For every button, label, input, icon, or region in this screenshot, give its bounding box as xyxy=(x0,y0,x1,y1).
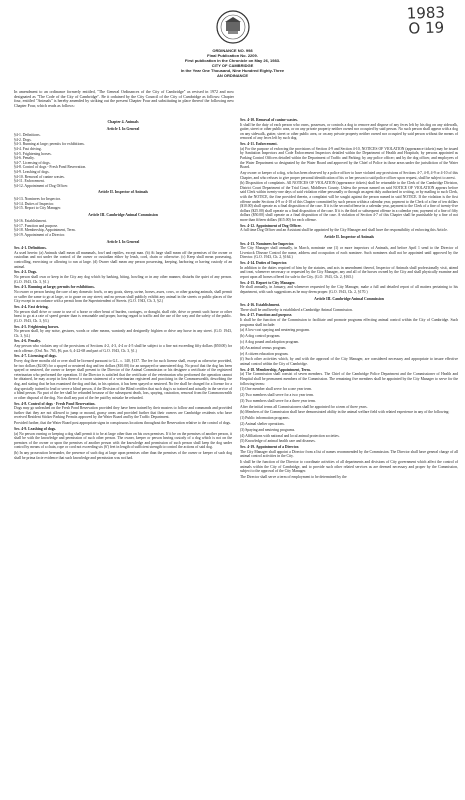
left-column-section-heading: Sec. 4-3. Running at large; permits for exhibitions. xyxy=(14,285,95,290)
right-column-paragraph: (d) An animal census program. xyxy=(240,345,287,350)
left-column-toc-entry: §4-14. Duties of Inspector. xyxy=(14,201,55,206)
right-column-article-heading: Article II. Inspector of Animals xyxy=(323,235,375,239)
right-column-paragraph: (2) Two members shall serve for a two year term. xyxy=(240,393,315,398)
left-column-paragraph: Provided further, that the Water Board post appropriate signs in conspicuous locations throughout the Reservation relative to the control of dogs. xyxy=(14,421,231,426)
right-column-section-heading: Sec. 4-18. Membership, Appointment, Term. xyxy=(240,367,311,372)
right-column-paragraph: Any owner or keeper of a dog, who has been observed by a police officer to have violated any provisions of Sections 4-7, 4-8, 4-9 or 4-10 of this Chapter, and who refuses to give proper personal identification of his or her person to said police officer upon request, shall be subject to arrest. xyxy=(240,170,458,180)
left-column-toc-entry: §4-15. Report to City Manager. xyxy=(14,206,62,211)
left-column-section-heading: Sec. 4-5. Frightening horses. xyxy=(14,324,60,329)
year-line: In the Year One Thousand, Nine Hundred Eighty-Three xyxy=(180,68,285,73)
right-column-paragraph: The Director shall serve a term of employment to be determined by the xyxy=(240,475,347,480)
right-column-section-heading: Sec. 4-16. Establishment. xyxy=(240,303,280,308)
city-seal-icon xyxy=(216,10,250,44)
left-column-paragraph: Dogs may go unleashed on the Fresh Pond Reservation provided they have been trained by their masters to follow and commands and provided further that they are not allowed to jump or mound, grassy areas and provided further that their owners are Cambridge residents who have received Resident Sticker Parking Permits approved by the Water Board and by the Traffic Department. xyxy=(14,406,232,420)
right-column-paragraph: (b) Disposition of complaints. All NOTICES OF VIOLATION (appearance tickets) shall be returnable to the Clerk of the Cambridge Division, District Court Department of the Trial Court, Middlesex County. Unless the person named on said NOTICE OF VIOLATION appears before said Clerk within twenty-one days of said violation either personally or through an agent duly authorized in writing, or by mailing to such Clerk, with the NOTICE, the fine provided therein, a complaint will be sought against the person named in said NOTICE. If the violation is the first offense under Sections 4-9 or 4-10 of this Chapter committed by such person within a calendar year, payment to the Clerk of a fine of ten dollars ($10.00) shall operate as a final disposition of the case. If it is the second offense in a calendar year, payment to the Clerk of a fine of twenty-five dollars ($25.00) shall operate as a final disposition of the case. If it is the third or subsequent offense in a calendar year, payment of a fine of fifty dollars ($50.00) shall operate as a final disposition of the case. A violation of Section 4-7 of this Chapter shall be punishable by a fine of not more than fifteen dollars ($15.00) for each offense. xyxy=(240,181,458,223)
left-column-paragraph: No person shall, by any noise, gestures, words or other means, wantonly and designedly frighten or drive any horse in any street. (G.O. 1943, Ch. 3, §4.) xyxy=(14,329,232,338)
left-column-toc-entry: §4-5. Frightening horses. xyxy=(14,151,52,156)
right-column-paragraph: In addition to the duties required of him by the statutes, and acts in amendment thereof, Inspector of Animals shall professionally visit, attend and treat, whenever necessary or requested by the City Manager, any and all of the horses owned by the City and shall physically examine and report upon all horses offered for sale to the City. (G.O. 1943, Ch. 2, §165.) xyxy=(240,265,458,279)
left-column-paragraph: (a) No person owning or keeping a dog shall permit it to be at large other than on his own premises. If it be on the premises of another person, it shall be with the knowledge and permission of such other person. The owner, keeper or person having custody of a dog which is not on the premises of the owner or upon the premises of another person with the knowledge and permission of such person shall keep the dog under control by means of a chain, rope or cord not exceeding six (6') feet in length of sufficient strength to control the actions of said dog. xyxy=(14,431,232,450)
left-column-section-heading: Sec. 4-9. Leashing of dogs. xyxy=(14,426,56,431)
left-column-section-heading: Sec. 4-2. Dogs. xyxy=(14,270,38,275)
left-column-toc-entry: §4-9. Leashing of dogs. xyxy=(14,169,50,174)
right-column-paragraph: (1) Public information programs. xyxy=(240,416,290,421)
left-column-article-heading: Article I. In General xyxy=(106,239,140,244)
right-column-paragraph: After the initial terms all Commissioners shall be appointed for a term of three years. xyxy=(240,404,368,409)
right-column-paragraph: (3) Spaying and neutering programs. xyxy=(240,427,296,432)
right-column-paragraph: He shall annually, in January, and whenever requested by the City Manager, make a full and detailed report of all matters pertaining to his department, with such suggestions as he may deem proper. (G.O. 1943, Ch. 2, §170.) xyxy=(240,285,458,294)
right-column-paragraph: (c) A dog pound and adoption program. xyxy=(240,340,300,344)
left-column-section-heading: Sec. 4-8. Control of dogs - Fresh Pond Reservation. xyxy=(14,401,96,406)
publication-number: Final Publication No. 2209. xyxy=(207,53,258,58)
left-column-toc-entry: §4-8. Control of dogs - Fresh Pond Reservation. xyxy=(14,165,87,170)
right-column-paragraph: (f) Such other activities which, by and with the approval of the City Manager, are considered necessary and appropriate to insure effective animal control within the City of Cambridge. xyxy=(240,357,458,366)
right-column-paragraph: (3) Two members shall serve for a three year term. xyxy=(240,398,316,403)
right-column xyxy=(240,118,458,790)
right-column-paragraph: (4) Affiliations with national and local animal protection societies. xyxy=(240,433,340,438)
left-column-toc-entry: §4-11. Enforcement. xyxy=(14,179,45,184)
handwritten-year: 1983 xyxy=(406,3,446,23)
right-column-section-heading: Sec. 4-11. Enforcement. xyxy=(240,142,278,147)
right-column-paragraph: The City Manager shall annually, in March, nominate one (1) or more inspectors of Animals, and before April 1 send to the Director of Livestock Disease Control the name, address and occupation of each nominee. Such nominees shall not be appointed until approved by the Director. (G.O. 1943, Ch. 2, §164.) xyxy=(240,246,458,260)
left-column-toc-entry: §4-13. Nominees for Inspector. xyxy=(14,196,61,201)
left-column-toc-entry: §4-16. Establishment. xyxy=(14,219,47,224)
right-column-paragraph: It shall be the function of the Director to coordinate activities of all departments and divisions of City government which affect the control of animals within the City of Cambridge, and to provide such other related services as are deemed necessary and proper by the Commission, subject to the approval of the City Manager. xyxy=(240,460,458,474)
right-column-paragraph: A full time Dog Officer and an Assistant shall be appointed by the City Manager and shall have the responsibility of enforcing this Article. xyxy=(240,228,448,233)
left-column-article-heading: Article II. Inspector of Animals xyxy=(97,190,149,195)
intro-paragraph: In amendment to an ordinance formerly entitled, "The General Ordinances of the City of Cambridge" as revised in 1972 and now designated as "The Code of the City of Cambridge". Be it ordained by the City Council of the City of Cambridge as follows: Chapter four, entitled "Animals" is hereby amended by striking out the present Chapter Four and substituting in place thereof the following new Chapter Four, which reads as follows: xyxy=(14,89,234,108)
right-column-paragraph: It shall be the function of the Commission to facilitate and promote programs effecting animal control within the City of Cambridge. Such programs shall include: xyxy=(240,318,458,327)
right-column-section-heading: Sec. 4-12. Appointment of Dog Officer. xyxy=(240,223,302,228)
right-column-section-heading: Sec. 4-13. Nominees for Inspector. xyxy=(240,241,295,246)
city-name: CITY OF CAMBRIDGE xyxy=(211,63,254,68)
left-column-paragraph: No owner or person having the care of any domestic fowls, or any goats, sheep, swine, horses, asses, cows, or other grazing animals, shall permit or suffer the same to go at large, or to graze on any street; and no person shall publicly exhibit any animal in the streets or public places of the City except in accordance with a permit from the Superintendent of Streets. (G.O. 1943, Ch. 3, §2.) xyxy=(14,289,232,304)
right-column-section-heading: Sec. 4-10. Removal of canine wastes. xyxy=(240,118,298,122)
left-column-paragraph: Any person who violates any of the provisions of Sections 4-2, 4-3, 4-4 or 4-5 shall be subject to a fine not exceeding fifty dollars ($50.00) for each offense. (Ord. No. 765, §6, par. 6, 4-22-68 and part of G.O. 1943, Ch. 3, §1.) xyxy=(14,344,232,353)
left-column-paragraph: No person shall own or keep in the City any dog which by barking, biting, howling or in any other manner, disturbs the quiet of any person. (G.O. 1943, Ch. 3, §1.) xyxy=(14,275,232,284)
right-column-paragraph: (2) Animal shelter operations. xyxy=(240,421,285,426)
left-column-toc-entry: §4-4. Fast driving. xyxy=(14,146,42,151)
left-column-toc-entry: §4-19. Appointment of a Director. xyxy=(14,233,66,238)
ordinance-title: AN ORDINANCE xyxy=(216,73,249,78)
right-column-paragraph: There shall be and hereby is established a Cambridge Animal Commission. xyxy=(240,307,353,312)
left-column xyxy=(14,118,232,790)
left-column-article-heading: Article I. In General xyxy=(106,126,140,131)
left-column-toc-entry: §4-2. Dogs. xyxy=(14,137,32,142)
right-column-paragraph: The City Manager shall appoint a Director from a list of names recommended by the Commission. The Director shall have general charge of all animal control activities in the City. xyxy=(240,449,458,459)
left-column-paragraph: Every dog three months old or over shall be licensed pursuant to G.L. c. 140, §137. The fee for such license shall, except as otherwise provided, be two dollars ($2.00) for a spayed or neutered dog and ten dollars ($10.00) for an unspayed or unneutered dog. No proof that the dog has been spayed or neutered, the owner or keeper shall present to the Director of the Animal Commission or his designee a certificate of the registered veterinarian who performed the operation. If the Director is satisfied that the certificate of the veterinarian who performed the operation cannot be obtained, he may accept in lieu thereof a sworn statement of a veterinarian registered and practicing in the Commonwealth, describing the dog, and stating that he has examined the dog and that, in his opinion, it has been spayed or neutered. No fee shall be charged for a license for a dog specially trained to lead or serve a blind person, if the Division of the Blind certifies that such dog is so trained and actually in the service of a blind person. No part of the fee shall be refunded because of the subsequent death, loss, spaying, castration, removal from the Commonwealth or other disposal of the dog. Nor shall any part of the fee paid by mistake be refunded. xyxy=(14,359,232,400)
right-column-paragraph: (b) A dog control program. xyxy=(240,334,281,339)
left-column-section-heading: Sec. 4-7. Licensing of dogs. xyxy=(14,354,57,359)
right-column-paragraph: (a) For the purpose of enforcing the provisions of Section 4-9 and Section 4-10, NOTICES OF VIOLATION (appearance tickets) may be issued by Sanitation Inspectors and Code Enforcement Inspectors detailed within the Department of Health and Hospitals; by persons appointed as Parking Control Officers detailed within the Department of Traffic and Parking; by any police officer; and by the dog officer, and employees of the Water Department so designated by the Water Board and approved by the Chief of Police in those areas under the jurisdiction of the Water Board. xyxy=(240,146,458,170)
left-column-toc-entry: §4-18. Membership, Appointment, Term. xyxy=(14,228,76,233)
right-column-section-heading: Sec. 4-14. Duties of Inspector. xyxy=(240,261,288,266)
right-column-paragraph: (e) A citizen education program. xyxy=(240,351,289,356)
right-column-paragraph: (5) Knowledge of animal health care and diseases. xyxy=(240,439,316,444)
ordinance-header xyxy=(0,48,465,78)
right-column-section-heading: Sec. 4-19. Appointment of a Director. xyxy=(240,445,299,450)
left-column-section-heading: Sec. 4-6. Penalty. xyxy=(14,339,41,344)
left-column-toc-entry: §4-1. Definitions. xyxy=(14,133,41,138)
right-column-article-heading: Article III. Cambridge Animal Commission xyxy=(314,296,384,301)
right-column-section-heading: Sec. 4-15. Report to City Manager. xyxy=(240,280,296,285)
left-column-paragraph: As used herein: (a) Animals shall mean all mammals, fowl and reptiles, except man. (b) At large shall mean off the premises of the owner or custodian and not under the control of the owner or custodian either by leash, cord, chain or otherwise. (c) Keep shall mean possessing, controlling, exercising or allowing to run at large. (d) Owner shall mean any person possessing, keeping, harboring or having custody of an animal. xyxy=(14,250,232,269)
right-column-paragraph: (a) The Commission shall consist of seven members. The Chief of the Cambridge Police Department and the Commissioner of Health and Hospital shall be permanent members of the Commission. The remaining five members shall be appointed by the City Manager to serve for the following terms: xyxy=(240,372,458,386)
left-column-toc-entry: §4-12. Appointment of Dog Officer. xyxy=(14,183,69,188)
left-column-paragraph: No person shall drive or cause to use of a horse or other beast of burden, carriages, or draught, shall ride, drive or permit such horse or other beast to go at a rate of speed greater than is reasonable and proper, having regard to traffic and the use of the way and the safety of the public. (G.O. 1943, Ch. 3, §3.) xyxy=(14,309,232,323)
left-column-section-heading: Sec. 4-4. Fast driving. xyxy=(14,304,49,309)
handwritten-number: O 19 xyxy=(408,18,445,38)
left-column-toc-entry: §4-17. Function and purpose. xyxy=(14,223,59,228)
right-column-section-heading: Sec. 4-17. Function and purpose. xyxy=(240,313,293,318)
left-column-toc-entry: §4-3. Running at large; permits for exhibitions. xyxy=(14,142,85,147)
right-column-paragraph: (a) A low-cost spaying and neutering program. xyxy=(240,328,310,333)
left-column-toc-entry: §4-6. Penalty. xyxy=(14,156,35,161)
left-column-toc-entry: §4-7. Licensing of dogs. xyxy=(14,160,51,165)
handwritten-annotation xyxy=(406,5,445,36)
left-column-article-heading: Article III. Cambridge Animal Commission xyxy=(88,212,158,217)
first-publication: First publication in the Chronicle on May 26, 1983. xyxy=(184,58,281,63)
left-column-section-heading: Sec. 4-1. Definitions. xyxy=(14,246,47,251)
left-column-article-heading: Chapter 4. Animals xyxy=(107,120,139,124)
right-column-paragraph: (1) One member shall serve for a one year term. xyxy=(240,387,313,392)
right-column-paragraph: It shall be the duty of each person who owns, possesses, or controls a dog to remove and dispose of any feces left by his dog on any sidewalk, gutter, street or other public area, or on any private property neither owned nor occupied by said person. No such person shall appear with a dog on any sidewalk, gutter, street or other public area, or on any private property neither owned nor occupied by said person without the means of removal of any feces left by such dog. xyxy=(240,122,458,141)
left-column-toc-entry: §4-10. Removal of canine wastes. xyxy=(14,174,65,179)
right-column-paragraph: (b) Members of the Commission shall have demonstrated ability in the animal welfare field with related experience in any of the following: xyxy=(240,410,450,415)
ordinance-number: ORDINANCE NO. 998 xyxy=(212,48,253,53)
left-column-paragraph: (b) In any prosecution hereunder, the presence of such dog at large upon premises other than the premises of the owner or keeper of such dog shall be prima facie evidence that such knowledge and permission was not had. xyxy=(14,451,232,460)
